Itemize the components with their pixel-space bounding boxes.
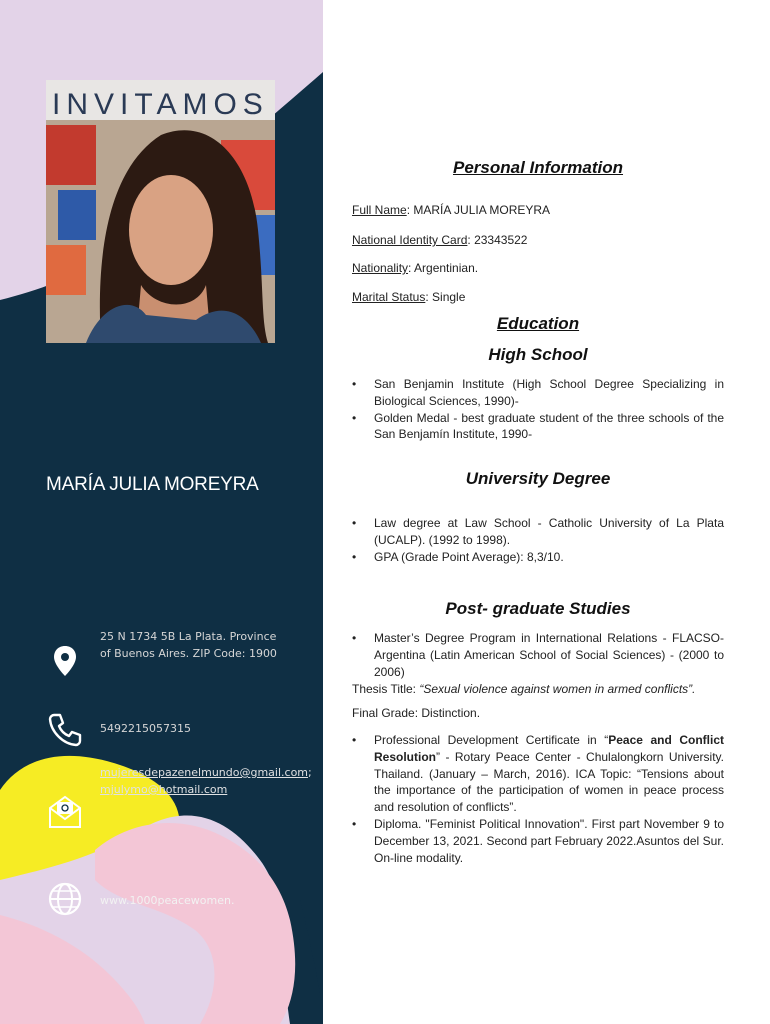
- final-grade: Final Grade: Distinction.: [352, 706, 481, 720]
- nationality-label: Nationality: [352, 261, 409, 275]
- thesis-title: “Sexual violence against women in armed conflicts”.: [419, 682, 696, 696]
- education-heading: Education: [496, 314, 580, 333]
- full-name-value: : MARÍA JULIA MOREYRA: [406, 203, 551, 217]
- university-heading: University Degree: [465, 469, 611, 488]
- postgrad-heading: Post- graduate Studies: [445, 599, 631, 618]
- phone-icon: [46, 710, 84, 748]
- university-list: [352, 515, 724, 565]
- email-link-primary[interactable]: mujeresdepazenelmundo@gmail.com: [100, 766, 309, 779]
- location-pin-icon: [46, 642, 84, 680]
- candidate-name: MARÍA JULIA MOREYRA: [46, 474, 259, 495]
- marital-status-value: : Single: [425, 290, 466, 304]
- list-item: [352, 732, 724, 816]
- national-id-label: National Identity Card: [352, 233, 468, 247]
- globe-icon: [46, 880, 84, 918]
- cert-text-pre: Professional Development Certificate in “: [374, 733, 609, 747]
- profile-photo: [46, 80, 275, 343]
- cert-bold-title: Peace and Conflict Resolution: [374, 733, 724, 764]
- email-separator: ;: [308, 766, 312, 779]
- website-link[interactable]: www.1000peacewomen.: [100, 894, 235, 907]
- list-item: • San Benjamin Institute (High School Degree Specializing in Biological Sciences, 1990)-: [352, 376, 724, 410]
- mail-icon: [46, 792, 84, 830]
- thesis-label: Thesis Title:: [352, 682, 420, 696]
- personal-info-heading: Personal Information: [452, 158, 624, 177]
- list-item: • Law degree at Law School - Catholic University of La Plata (UCALP). (1992 to 1998).: [352, 515, 724, 549]
- list-item: • Golden Medal - best graduate student of the three schools of the San Benjamín Institute, 1990-: [352, 410, 724, 444]
- nationality-line: [352, 261, 478, 275]
- full-name-line: [352, 203, 550, 217]
- postgrad-list-2: [352, 732, 724, 866]
- marital-status-line: [352, 290, 465, 304]
- list-item: • GPA (Grade Point Average): 8,3/10.: [352, 549, 724, 566]
- marital-status-label: Marital Status: [352, 290, 426, 304]
- full-name-label: Full Name: [352, 203, 407, 217]
- high-school-heading: High School: [488, 345, 588, 364]
- cert-text-post: ” - Rotary Peace Center - Chulalongkorn University. Thailand. (January – March, 2016). ICA Topic: “Tensions about the importance of the participation of women in peace process and resolution of conflicts”.: [374, 749, 724, 815]
- phone-number[interactable]: 5492215057315: [100, 722, 191, 735]
- address-text: 25 N 1734 5B La Plata. Province of Buenos Aires. ZIP Code: 1900: [100, 630, 277, 660]
- thesis-line: [352, 682, 696, 696]
- list-item: • Diploma. "Feminist Political Innovation". First part November 9 to December 13, 2021. Second part February 2022.Asuntos del Sur. On-line modality.: [352, 816, 724, 866]
- postgrad-list-1: [352, 630, 724, 680]
- list-item: • Master’s Degree Program in International Relations - FLACSO-Argentina (Latin American School of Social Sciences) - (2000 to 2006): [352, 630, 724, 680]
- email-block: [100, 764, 312, 798]
- email-link-secondary[interactable]: mjulymo@hotmail.com: [100, 783, 228, 796]
- national-id-line: [352, 233, 527, 247]
- national-id-value: : 23343522: [467, 233, 528, 247]
- nationality-value: : Argentinian.: [408, 261, 479, 275]
- photo-sign-text: INVITAMOS: [52, 88, 269, 121]
- sidebar: [0, 0, 323, 1024]
- high-school-list: [352, 376, 724, 443]
